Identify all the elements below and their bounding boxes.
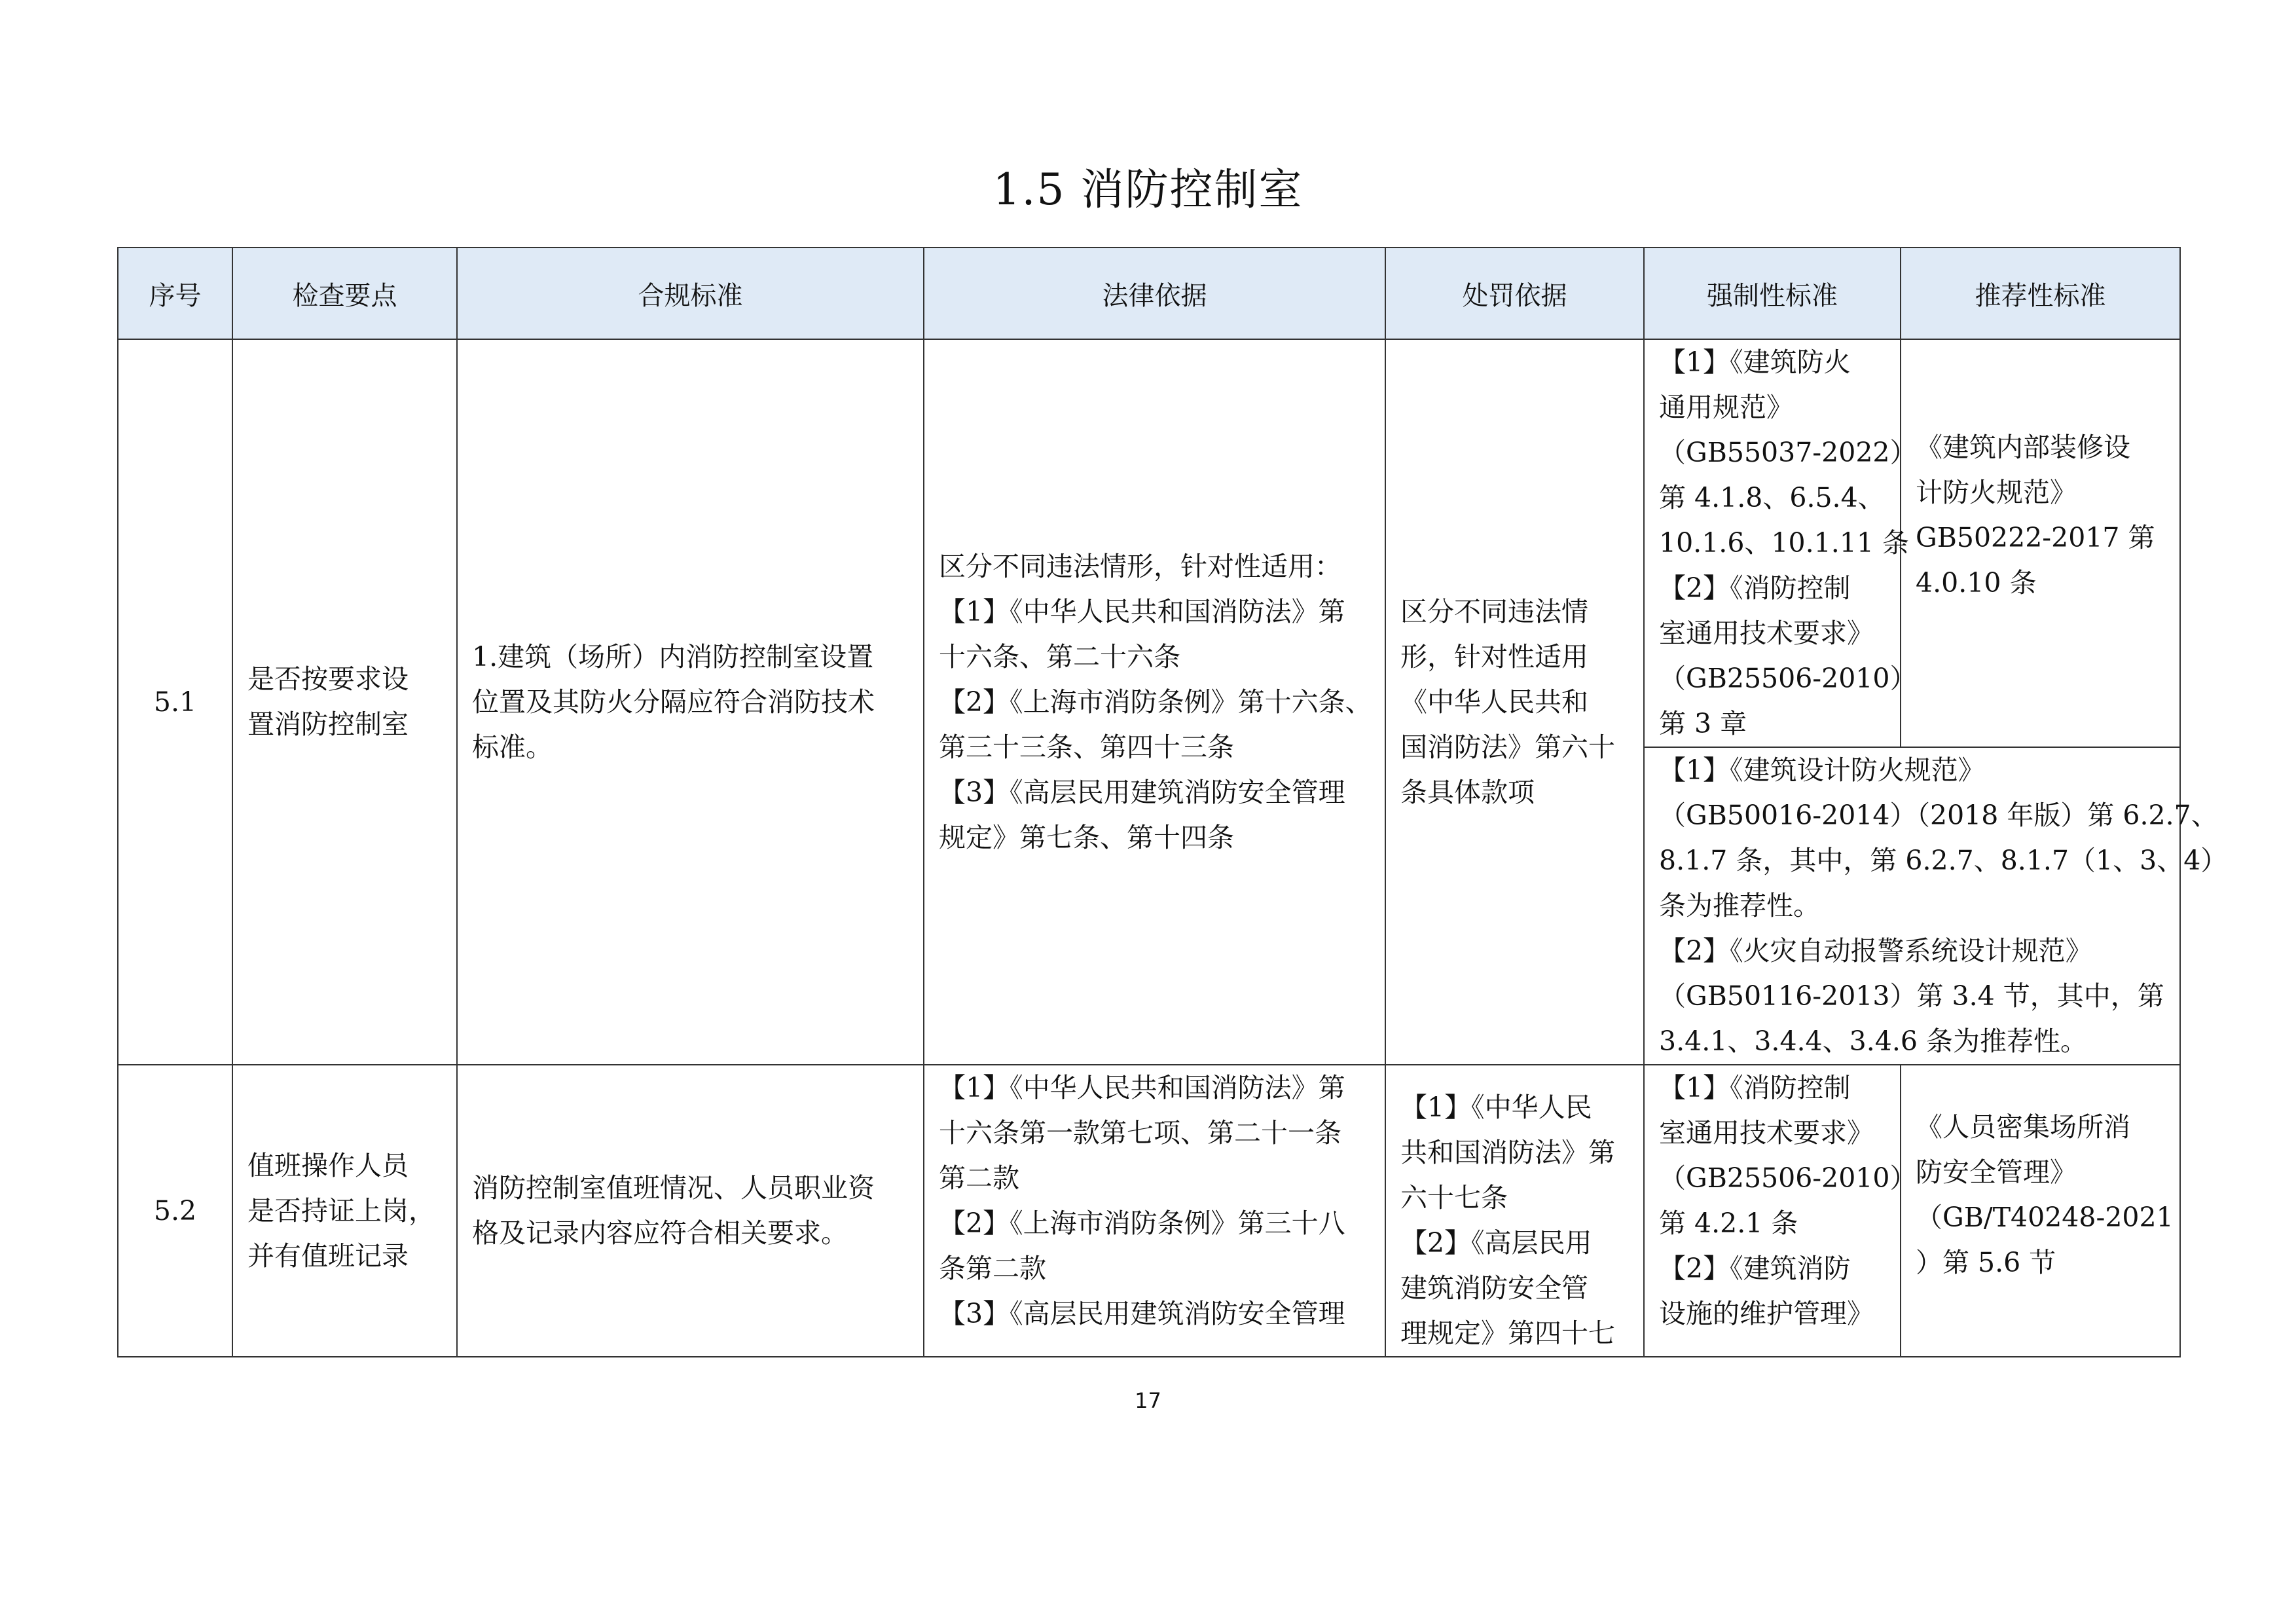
point-line: 并有值班记录 [247, 1240, 409, 1272]
row-no: 5.1 [118, 339, 232, 1065]
standard-line: 1.建筑（场所）内消防控制室设置 [472, 640, 874, 673]
row-no: 5.2 [118, 1065, 232, 1357]
mandatory-line: 室通用技术要求》 [1659, 618, 1874, 649]
merged-line: （GB50116-2013）第 3.4 节，其中，第 [1659, 980, 2164, 1012]
penalty-line: 区分不同违法情 [1400, 595, 1588, 627]
recommended-line: GB50222-2017 第 [1916, 522, 2155, 553]
row-point [232, 339, 457, 1065]
mandatory-line: 通用规范》 [1659, 392, 1793, 423]
law-line: 【3】《高层民用建筑消防安全管理 [939, 776, 1345, 808]
point-line: 是否按要求设 [247, 663, 409, 695]
header-penalty: 处罚依据 [1385, 248, 1644, 339]
merged-line: （GB50016-2014）（2018 年版）第 6.2.7、 [1659, 800, 2218, 831]
mandatory-line: 10.1.6、10.1.11 条 [1659, 527, 1909, 559]
header-recommended: 推荐性标准 [1901, 248, 2180, 339]
penalty-line: 理规定》第四十七 [1400, 1318, 1615, 1349]
standard-line: 消防控制室值班情况、人员职业资 [472, 1172, 875, 1204]
row-recommended [1901, 339, 2180, 747]
point-line: 是否持证上岗， [247, 1194, 435, 1227]
merged-line: 3.4.1、3.4.4、3.4.6 条为推荐性。 [1659, 1025, 2087, 1057]
header-row [118, 248, 2180, 339]
law-line: 规定》第七条、第十四条 [939, 821, 1234, 853]
mandatory-line: （GB55037-2022） [1659, 437, 1917, 468]
law-line: 【1】《中华人民共和国消防法》第 [939, 1072, 1345, 1103]
row-standard [457, 1065, 924, 1357]
penalty-line: 建筑消防安全管 [1400, 1272, 1588, 1304]
inspection-table [117, 247, 2228, 1357]
law-line: 十六条第一款第七项、第二十一条 [939, 1117, 1341, 1149]
mandatory-line: 【2】《建筑消防 [1659, 1253, 1851, 1284]
law-line: 第三十三条、第四十三条 [939, 731, 1234, 763]
penalty-line: 【1】《中华人民 [1400, 1092, 1592, 1123]
mandatory-line: （GB25506-2010） [1659, 1162, 1917, 1194]
merged-line: 【1】《建筑设计防火规范》 [1659, 754, 1985, 786]
recommended-line: ）第 5.6 节 [1916, 1247, 2056, 1278]
law-line: 区分不同违法情形，针对性适用： [939, 550, 1341, 582]
merged-line: 条为推荐性。 [1659, 890, 1820, 921]
recommended-line: 《人员密集场所消 [1916, 1111, 2130, 1143]
header-standard: 合规标准 [457, 248, 924, 339]
law-line: 【2】《上海市消防条例》第三十八 [939, 1208, 1345, 1239]
point-line: 值班操作人员 [247, 1149, 409, 1181]
point-line: 置消防控制室 [247, 709, 409, 740]
mandatory-line: 室通用技术要求》 [1659, 1117, 1874, 1149]
table-row [118, 339, 2180, 747]
standard-line: 格及记录内容应符合相关要求。 [472, 1217, 848, 1249]
header-law: 法律依据 [924, 248, 1385, 339]
row-law [924, 1065, 1385, 1357]
penalty-line: 条具体款项 [1400, 776, 1535, 808]
penalty-line: 【2】《高层民用 [1400, 1227, 1592, 1259]
row-penalty [1385, 1065, 1644, 1357]
row-mandatory [1644, 1065, 1917, 1357]
law-line: 【3】《高层民用建筑消防安全管理 [939, 1298, 1345, 1329]
mandatory-line: 第 4.2.1 条 [1659, 1208, 1798, 1239]
page-number: 17 [1135, 1388, 1161, 1413]
mandatory-line: 【1】《消防控制 [1659, 1072, 1851, 1103]
row-penalty [1385, 339, 1644, 1065]
header-mandatory: 强制性标准 [1644, 248, 1901, 339]
penalty-line: 国消防法》第六十 [1400, 731, 1615, 763]
law-line: 【2】《上海市消防条例》第十六条、 [939, 686, 1372, 718]
row-merged-standards [1644, 747, 2228, 1065]
page-title: 1.5 消防控制室 [993, 164, 1303, 215]
mandatory-line: 【2】《消防控制 [1659, 572, 1851, 604]
recommended-line: 4.0.10 条 [1916, 567, 2037, 599]
table-row [118, 1065, 2180, 1357]
law-line: 十六条、第二十六条 [939, 640, 1180, 673]
merged-line: 【2】《火灾自动报警系统设计规范》 [1659, 935, 2092, 967]
law-line: 第二款 [939, 1162, 1019, 1194]
mandatory-line: 第 3 章 [1659, 708, 1747, 739]
mandatory-line: 【1】《建筑防火 [1659, 346, 1851, 378]
recommended-line: 计防火规范》 [1916, 477, 2077, 508]
row-law [924, 339, 1385, 1065]
mandatory-line: 第 4.1.8、6.5.4、 [1659, 482, 1885, 513]
row-recommended [1901, 1065, 2180, 1357]
recommended-line: 《建筑内部装修设 [1916, 432, 2130, 463]
law-line: 条第二款 [939, 1253, 1046, 1284]
mandatory-line: 设施的维护管理》 [1659, 1298, 1874, 1329]
penalty-line: 形，针对性适用 [1400, 640, 1588, 673]
penalty-line: 六十七条 [1400, 1182, 1508, 1213]
standard-line: 位置及其防火分隔应符合消防技术 [472, 686, 875, 718]
standard-line: 标准。 [472, 731, 553, 763]
mandatory-line: （GB25506-2010） [1659, 663, 1917, 694]
recommended-line: 防安全管理》 [1916, 1156, 2077, 1188]
row-point [232, 1065, 457, 1357]
law-line: 【1】《中华人民共和国消防法》第 [939, 595, 1345, 627]
penalty-line: 共和国消防法》第 [1400, 1137, 1615, 1168]
merged-line: 8.1.7 条，其中，第 6.2.7、8.1.7（1、3、4） [1659, 845, 2228, 876]
recommended-line: （GB/T40248-2021 [1916, 1202, 2174, 1233]
header-no: 序号 [118, 248, 232, 339]
penalty-line: 《中华人民共和 [1400, 686, 1588, 718]
row-mandatory [1644, 339, 1917, 747]
row-standard [457, 339, 924, 1065]
header-point: 检查要点 [232, 248, 457, 339]
